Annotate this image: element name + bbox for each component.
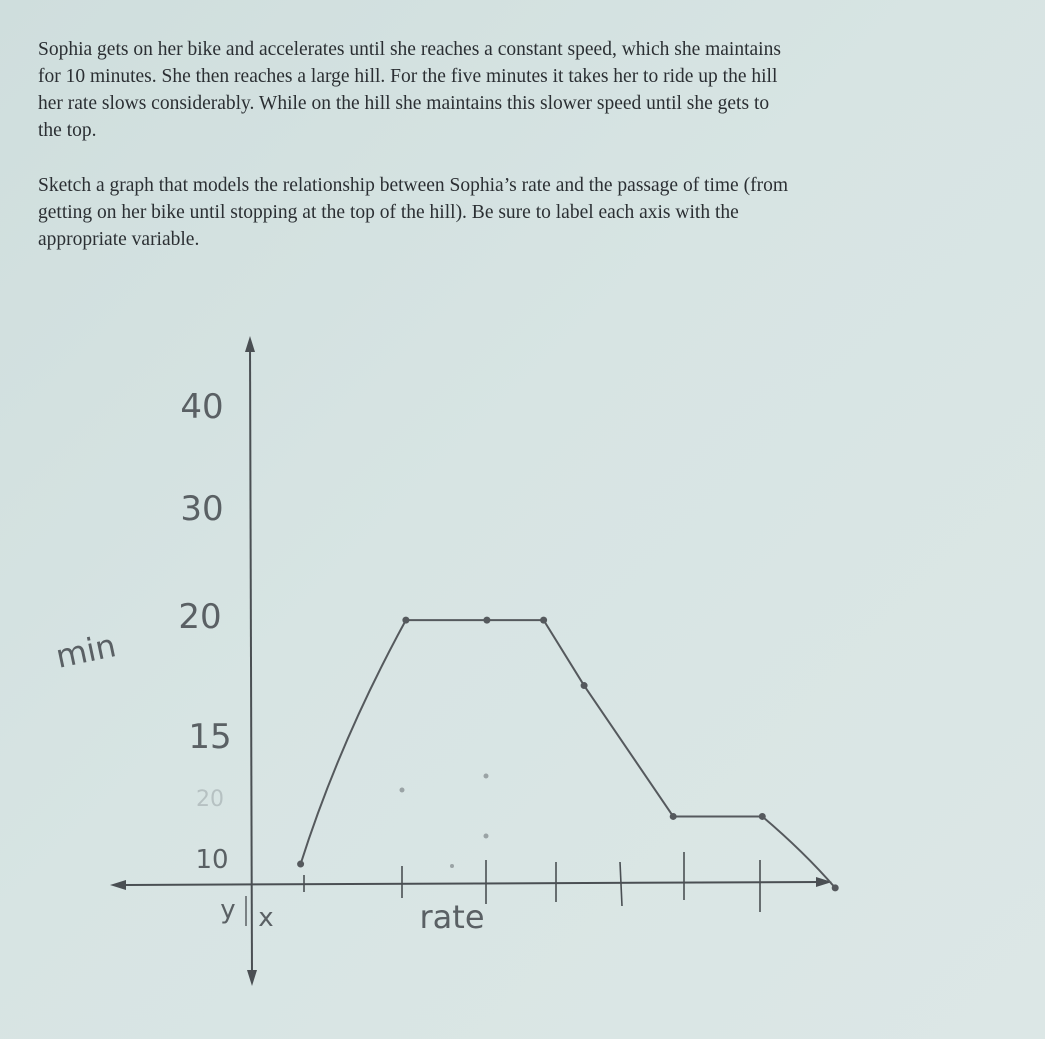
y-axis bbox=[250, 345, 252, 978]
curve-point bbox=[483, 617, 490, 624]
y-tick-label: 30 bbox=[180, 489, 224, 529]
x-axis-left-arrow bbox=[110, 880, 126, 890]
x-axis-name: x bbox=[258, 903, 274, 933]
stray-dot bbox=[484, 834, 489, 839]
stray-dots bbox=[400, 774, 489, 869]
curve-point bbox=[670, 813, 677, 820]
x-tick-mark bbox=[620, 862, 622, 906]
curve-point bbox=[581, 682, 588, 689]
curve-point bbox=[297, 861, 304, 868]
x-axis-label: rate bbox=[419, 898, 485, 936]
y-tick-label: 40 bbox=[180, 387, 224, 427]
y-axis-name: y bbox=[220, 895, 236, 925]
stray-dot bbox=[450, 864, 454, 868]
problem-line: getting on her bike until stopping at the top of the hill). Be sure to label each axis with the bbox=[38, 202, 739, 223]
curve-point bbox=[832, 884, 839, 891]
y-tick-labels bbox=[178, 387, 231, 875]
y-axis-label: min bbox=[52, 626, 120, 676]
stray-dot bbox=[400, 788, 405, 793]
curve-point bbox=[540, 617, 547, 624]
rate-time-curve bbox=[301, 620, 836, 888]
faint-y-tick-label: 20 bbox=[196, 787, 224, 812]
problem-line: appropriate variable. bbox=[38, 229, 200, 250]
y-tick-label: 15 bbox=[188, 717, 232, 757]
problem-line: Sophia gets on her bike and accelerates until she reaches a constant speed, which she maintains bbox=[38, 39, 781, 60]
problem-line: the top. bbox=[38, 120, 97, 141]
problem-line: Sketch a graph that models the relationship between Sophia’s rate and the passage of time (from bbox=[38, 175, 788, 196]
y-axis-bottom-arrow bbox=[247, 970, 257, 986]
y-tick-label: 20 bbox=[178, 597, 222, 637]
problem-line: her rate slows considerably. While on the hill she maintains this slower speed until she gets to bbox=[38, 93, 770, 114]
curve-point bbox=[759, 813, 766, 820]
curve-layer bbox=[297, 617, 839, 892]
y-axis-top-arrow bbox=[245, 336, 255, 352]
y-tick-label: 10 bbox=[195, 845, 229, 875]
curve-point bbox=[402, 617, 409, 624]
stray-dot bbox=[484, 774, 489, 779]
problem-line: for 10 minutes. She then reaches a large hill. For the five minutes it takes her to ride up the hill bbox=[38, 66, 778, 87]
x-axis bbox=[118, 882, 822, 885]
